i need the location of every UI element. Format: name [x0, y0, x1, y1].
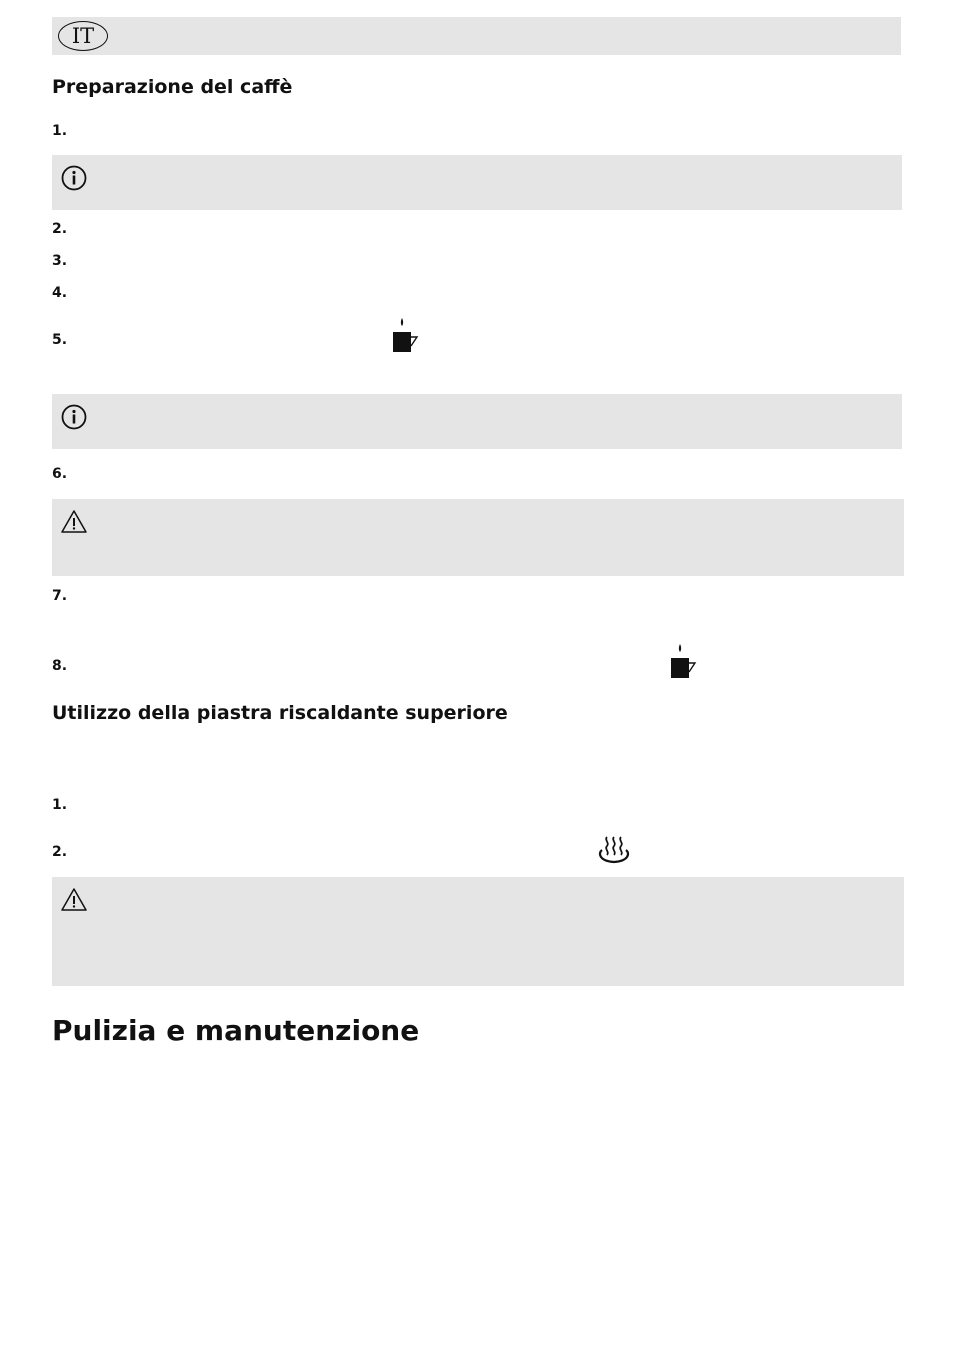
section-title-cleaning-maintenance: Pulizia e manutenzione [52, 1014, 420, 1047]
warning-icon [60, 509, 88, 534]
step-number-2: 2. [52, 844, 68, 860]
info-box-2 [52, 394, 902, 449]
step-number-5: 5. [52, 332, 68, 348]
step-number-1: 1. [52, 797, 68, 813]
section-title-warming-plate: Utilizzo della piastra riscaldante superiore [52, 702, 508, 724]
info-icon [61, 404, 87, 430]
step-number-6: 6. [52, 466, 68, 482]
warming-plate-icon [596, 834, 632, 866]
step-number-3: 3. [52, 253, 68, 269]
step-number-7: 7. [52, 588, 68, 604]
coffee-cup-icon [669, 643, 697, 679]
warning-box-2 [52, 877, 904, 986]
coffee-cup-icon [391, 317, 419, 353]
language-badge: IT [58, 21, 108, 51]
step-number-1: 1. [52, 123, 68, 139]
step-number-8: 8. [52, 658, 68, 674]
step-number-4: 4. [52, 285, 68, 301]
step-number-2: 2. [52, 221, 68, 237]
section-title-coffee-preparation: Preparazione del caffè [52, 76, 293, 98]
warning-icon [60, 887, 88, 912]
info-icon [61, 165, 87, 191]
header-band [52, 17, 901, 55]
info-box-1 [52, 155, 902, 210]
warning-box-1 [52, 499, 904, 576]
